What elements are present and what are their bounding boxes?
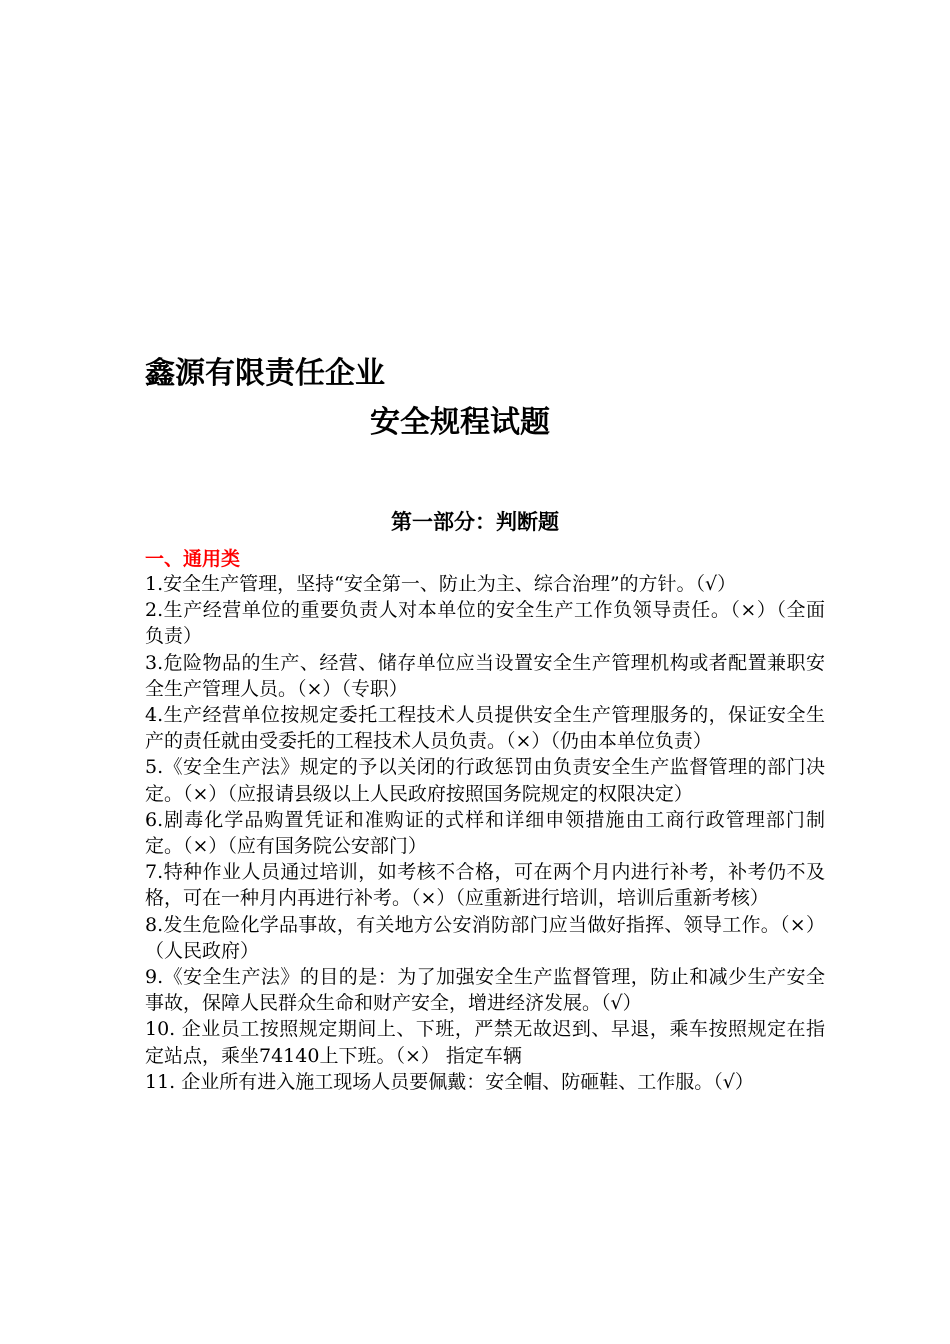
section-heading: 一、通用类 [145,548,241,570]
question-item: 10. 企业员工按照规定期间上、下班，严禁无故迟到、早退，乘车按照规定在指定站点，乘坐74140上下班。（×） 指定车辆 [145,1018,825,1067]
question-item: 2.生产经营单位的重要负责人对本单位的安全生产工作负领导责任。（×）（全面负责） [145,599,825,648]
question-item: 8.发生危险化学品事故，有关地方公安消防部门应当做好指挥、领导工作。（×）（人民政府） [145,913,825,962]
question-item: 3.危险物品的生产、经营、储存单位应当设置安全生产管理机构或者配置兼职安全生产管理人员。（×）（专职） [145,651,825,700]
question-item: 1.安全生产管理，坚持“安全第一、防止为主、综合治理”的方针。（√） [145,573,737,595]
question-item: 5.《安全生产法》规定的予以关闭的行政惩罚由负责安全生产监督管理的部门决定。（×）（应报请县级以上人民政府按照国务院规定的权限决定） [145,756,825,805]
company-title: 鑫源有限责任企业 [145,356,385,391]
question-item: 11. 企业所有进入施工现场人员要佩戴：安全帽、防砸鞋、工作服。（√） [145,1070,754,1093]
question-item: 6.剧毒化学品购置凭证和准购证的式样和详细申领措施由工商行政管理部门制定。（×）（应有国务院公安部门） [145,808,825,858]
part-heading: 第一部分：判断题 [391,510,559,534]
question-list [145,571,825,1095]
exam-title: 安全规程试题 [370,405,550,440]
question-item: 7.特种作业人员通过培训，如考核不合格，可在两个月内进行补考，补考仍不及格，可在一种月内再进行补考。（×）（应重新进行培训，培训后重新考核） [145,861,825,910]
question-item: 9.《安全生产法》的目的是：为了加强安全生产监督管理，防止和减少生产安全事故，保障人民群众生命和财产安全，增进经济发展。（√） [145,966,825,1015]
question-item: 4.生产经营单位按规定委托工程技术人员提供安全生产管理服务的，保证安全生产的责任就由受委托的工程技术人员负责。（×）（仍由本单位负责） [145,704,825,753]
